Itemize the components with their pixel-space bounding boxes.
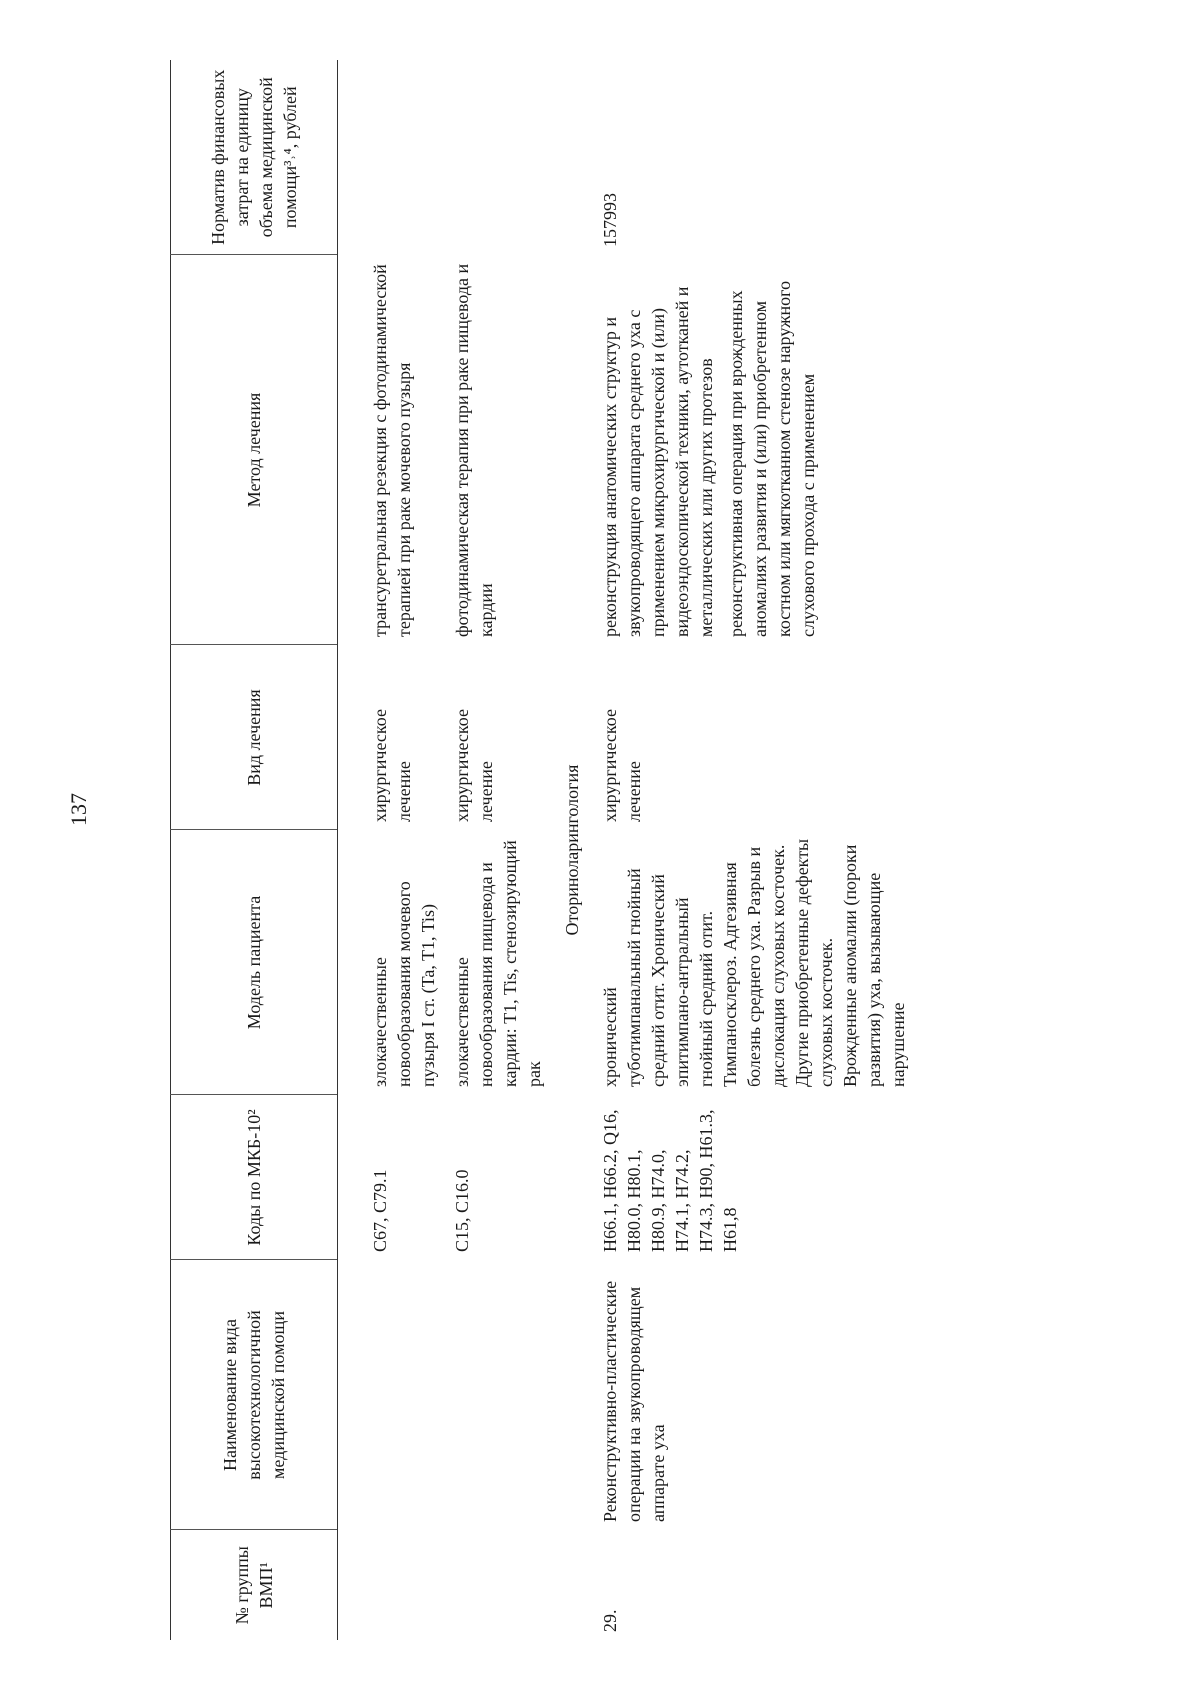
spacer-row bbox=[338, 60, 369, 1640]
header-type-name: Наименование вида высокотехнологичной медицинской помощи bbox=[171, 1260, 338, 1530]
type-name-cell: Реконструктивно-пластические операции на звукопроводящем аппарате уха bbox=[600, 1280, 668, 1522]
header-cost-norm: Норматив финансовых затрат на единицу объема медицинской помощи³˒⁴, рублей bbox=[171, 60, 338, 255]
section-title: Оториноларингология bbox=[562, 764, 582, 936]
treatment-method-text: фотодинамическая терапия при раке пищевода и кардии bbox=[452, 263, 496, 637]
icd-codes-cell: H66.1, H66.2, Q16, H80.0, H80.1, H80.9, H74.0, H74.1, H74.2, H74.3, H90, H61.3, H61,8 bbox=[600, 1109, 740, 1252]
cost-norm-cell bbox=[368, 60, 450, 255]
patient-model-cell: хронический туботимпанальный гнойный средний отит. Хронический эпитимпано-антральный гнойный средний отит. Тимпаносклероз. Адгезивная болезнь среднего уха. Разрыв и дислокация слуховых косточек. Другие приобретенные дефекты слуховых косточек. Врожденные аномалии (пороки развития) уха, вызывающие нарушение bbox=[600, 838, 908, 1087]
group-no-cell bbox=[368, 1530, 450, 1640]
treatment-method-cell bbox=[598, 255, 920, 645]
header-group-no: № группы ВМП¹ bbox=[171, 1530, 338, 1640]
treatment-method-cell bbox=[368, 255, 450, 645]
rotated-page bbox=[170, 60, 1070, 1640]
header-treatment-method: Метод лечения bbox=[171, 255, 338, 645]
type-name-cell bbox=[450, 1260, 556, 1530]
header-icd-codes: Коды по МКБ-10² bbox=[171, 1095, 338, 1260]
section-row bbox=[556, 60, 598, 1640]
type-name-cell bbox=[368, 1260, 450, 1530]
table-row bbox=[598, 60, 920, 1640]
treatment-type-cell: хирургическое лечение bbox=[452, 709, 496, 822]
group-no-cell bbox=[450, 1530, 556, 1640]
vmp-table bbox=[170, 60, 920, 1640]
treatment-type-cell: хирургическое лечение bbox=[370, 709, 414, 822]
header-treatment-type: Вид лечения bbox=[171, 645, 338, 830]
icd-codes-cell: C15, C16.0 bbox=[452, 1169, 472, 1252]
treatment-type-cell: хирургическое лечение bbox=[600, 709, 644, 822]
table-row bbox=[450, 60, 556, 1640]
icd-codes-cell: C67, C79.1 bbox=[370, 1169, 390, 1252]
header-patient-model: Модель пациента bbox=[171, 830, 338, 1095]
cost-norm-cell bbox=[450, 60, 556, 255]
treatment-method-text: реконструктивная операция при врожденных аномалиях развития и (или) приобретенном костном или мягкотканном стенозе наружного слухового прохода с применением bbox=[726, 280, 818, 637]
cost-norm-cell: 157993 bbox=[600, 193, 620, 247]
patient-model-cell: злокачественные новообразования пищевода и кардии: T1, Tis, стенозирующий рак bbox=[452, 840, 544, 1087]
treatment-method-text: трансуретральная резекция с фотодинамической терапией при раке мочевого пузыря bbox=[370, 264, 414, 637]
treatment-method-text: реконструкция анатомических структур и звукопроводящего аппарата среднего уха с применением микрохирургической и (или) видеоэндоскопической техники, аутотканей и металлических или других протезов bbox=[600, 286, 716, 637]
table-row bbox=[368, 60, 450, 1640]
group-no-cell: 29. bbox=[600, 1609, 620, 1632]
treatment-method-cell bbox=[450, 255, 556, 645]
table-header-row bbox=[171, 60, 338, 1640]
patient-model-cell: злокачественные новообразования мочевого пузыря I ст. (Ta, T1, Tis) bbox=[370, 881, 438, 1087]
page-number: 137 bbox=[66, 793, 91, 826]
